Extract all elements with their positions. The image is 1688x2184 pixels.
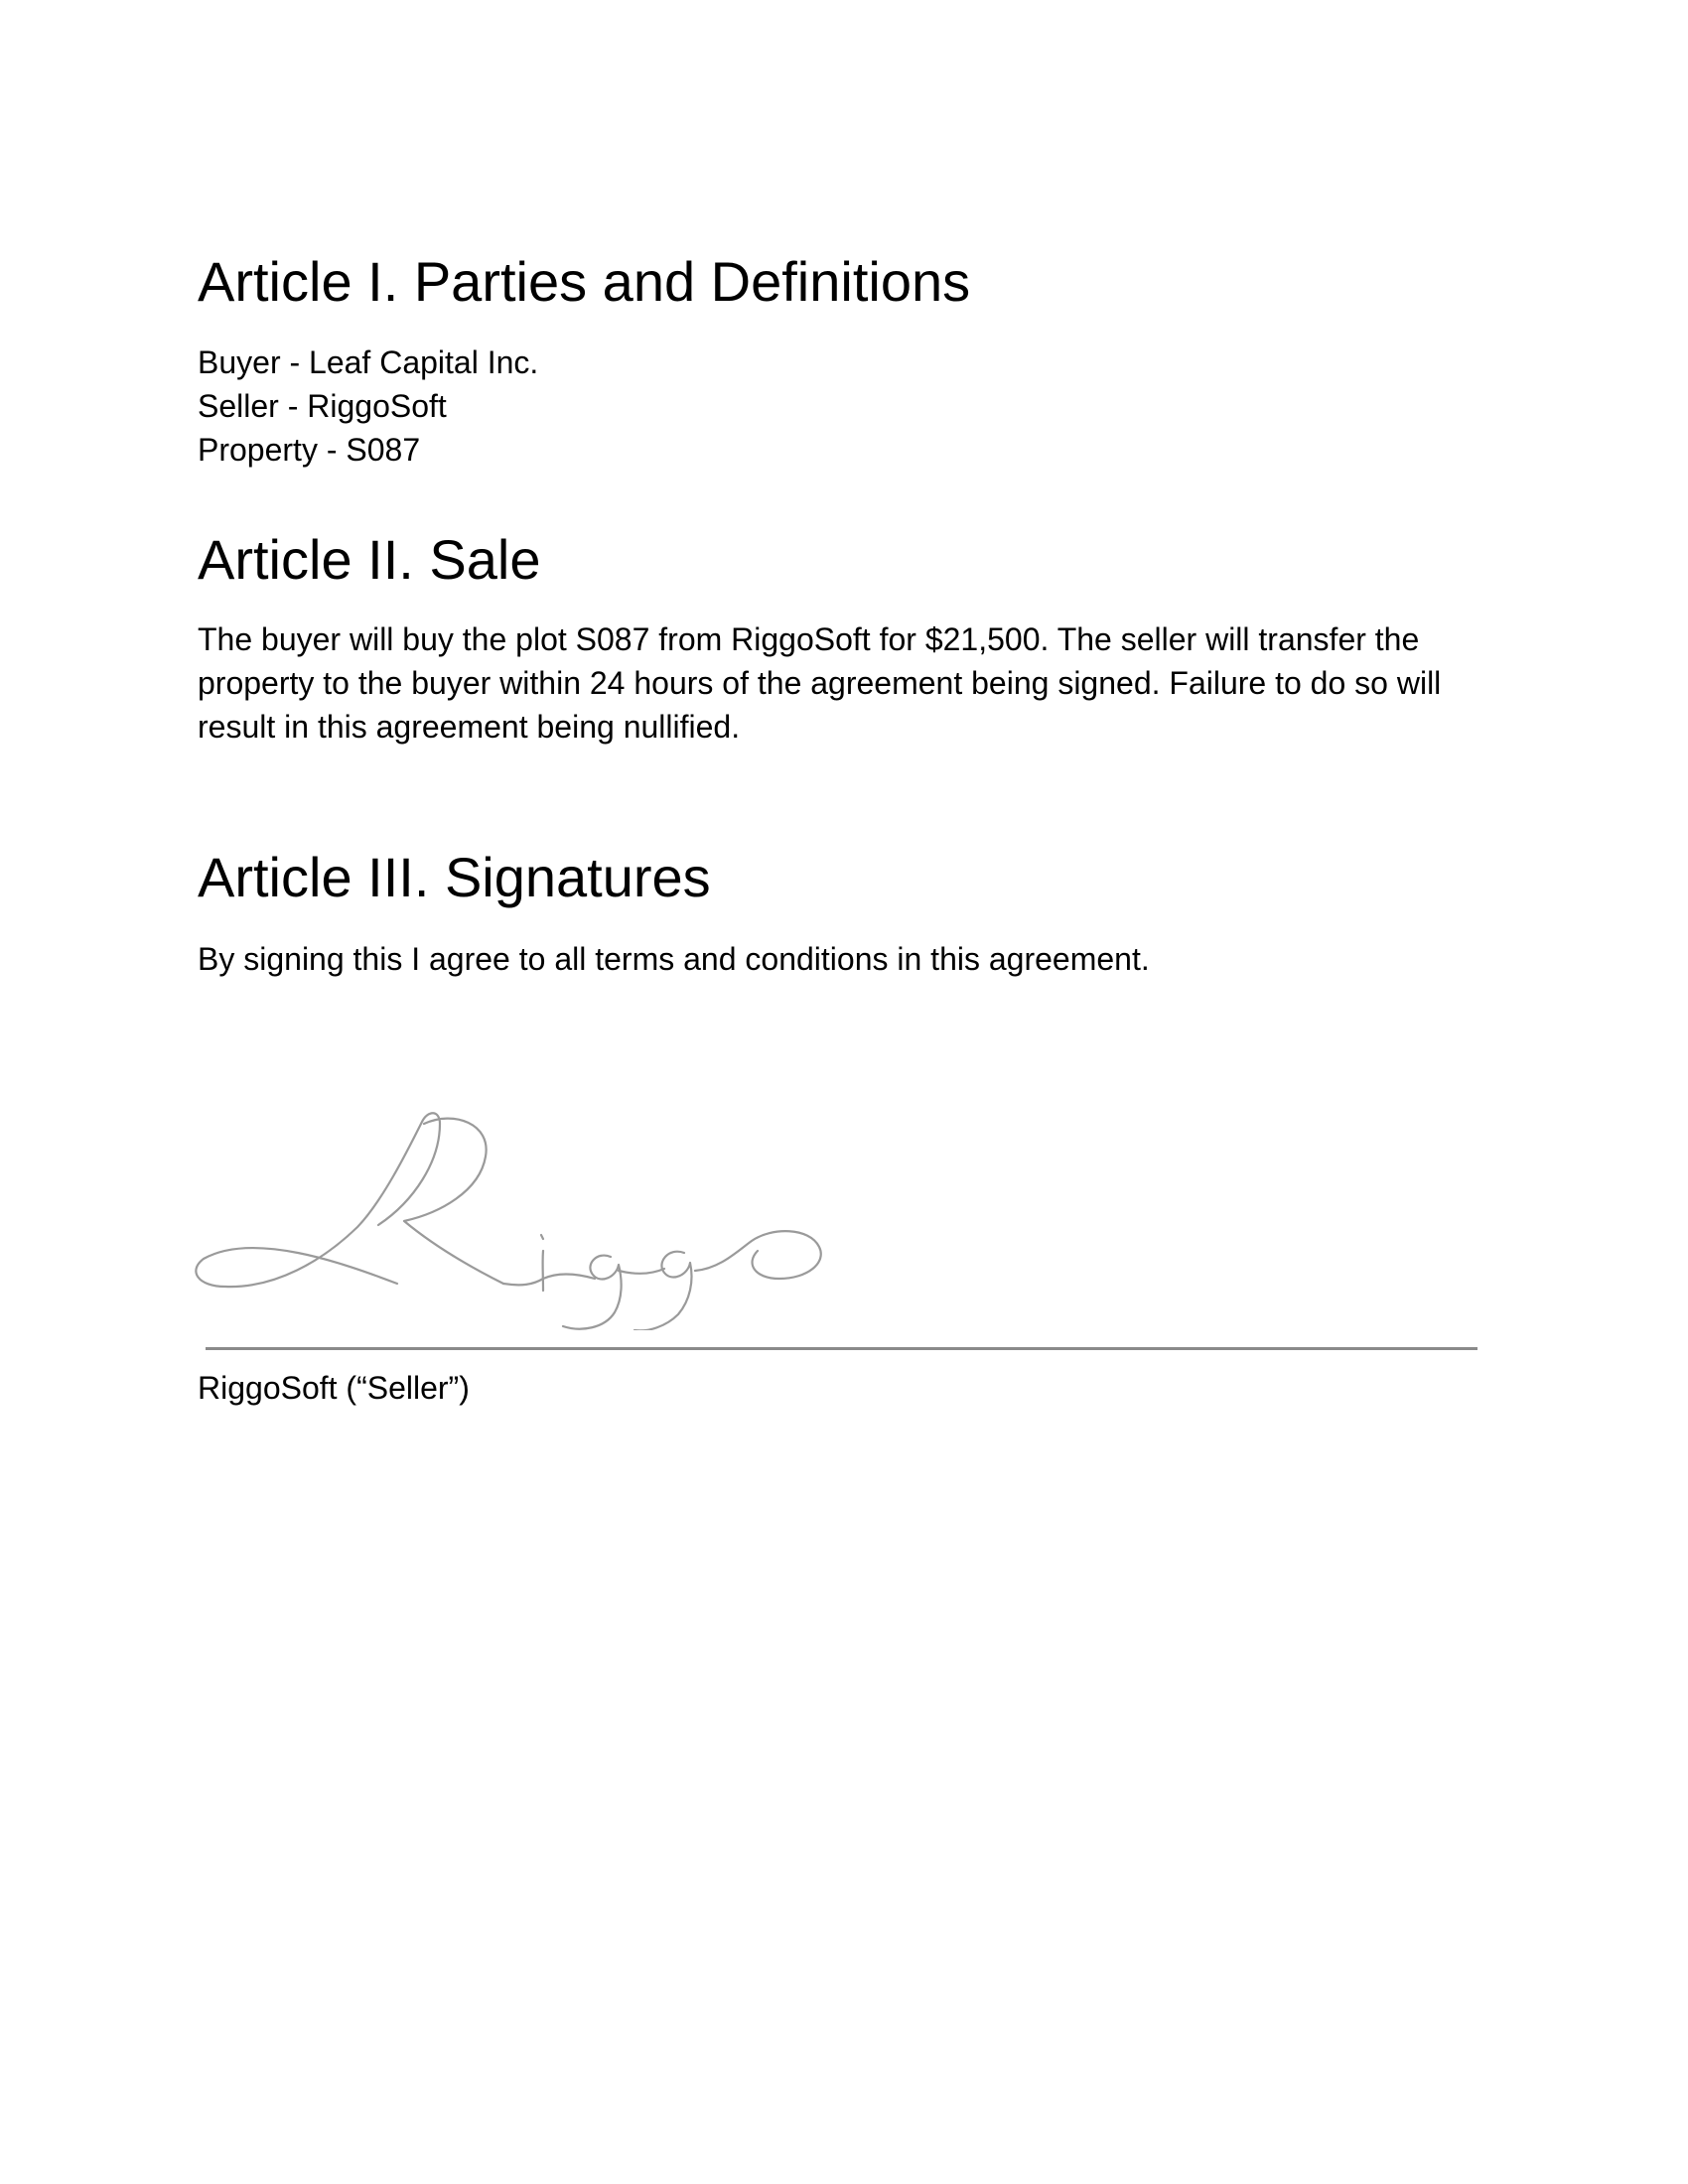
signing-statement: By signing this I agree to all terms and conditions in this agreement. (198, 941, 1150, 977)
seller-line: Seller - RiggoSoft (198, 388, 447, 424)
property-line: Property - S087 (198, 432, 421, 468)
article-1-heading: Article I. Parties and Definitions (198, 250, 971, 313)
signer-label: RiggoSoft (“Seller”) (198, 1370, 470, 1406)
handwritten-signature (194, 1102, 889, 1330)
buyer-line: Buyer - Leaf Capital Inc. (198, 344, 539, 380)
signature-line (206, 1347, 1477, 1350)
sale-paragraph: The buyer will buy the plot S087 from RiggoSoft for $21,500. The seller will transfer the property to the buyer within 24 hours of the agreement being signed. Failure to do so will result in this agreement being nullified. (198, 621, 1442, 745)
parties-list (198, 341, 538, 472)
article-3-heading: Article III. Signatures (198, 846, 711, 908)
article-2-heading: Article II. Sale (198, 528, 541, 591)
